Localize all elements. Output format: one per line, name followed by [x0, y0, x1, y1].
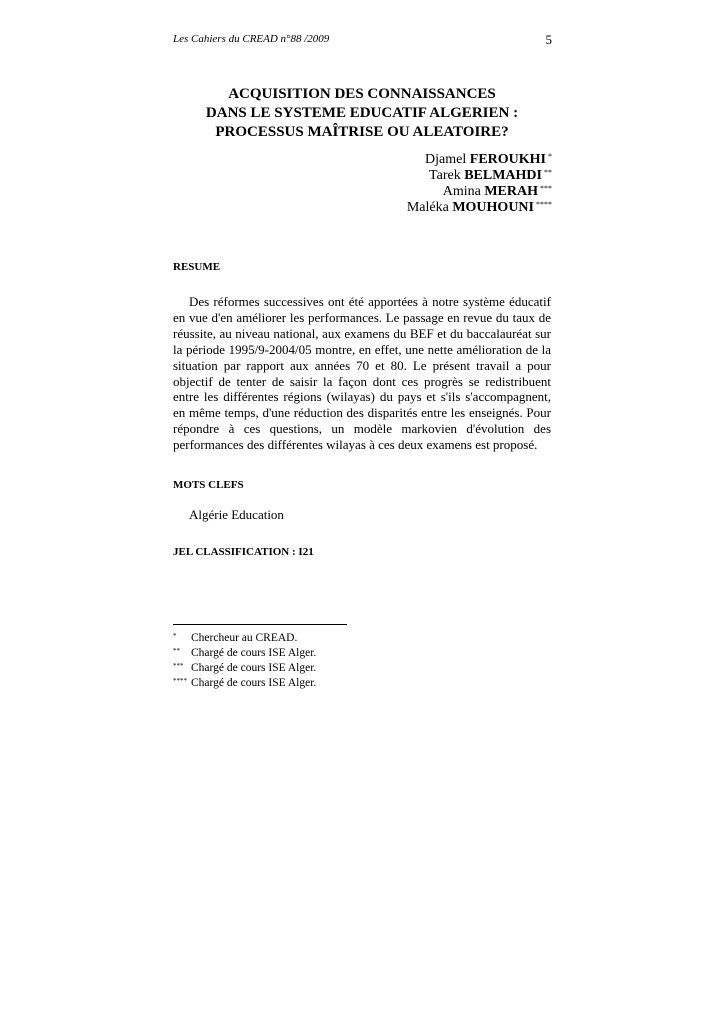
footnote-1 [173, 631, 316, 646]
author-2 [407, 168, 552, 184]
author-first-name: Amina [442, 184, 481, 199]
running-header-journal: Les Cahiers du CREAD n°88 /2009 [173, 33, 330, 45]
footnote-4 [173, 676, 316, 691]
footnote-mark: ** [173, 647, 180, 655]
author-last-name: MOUHOUNI [452, 200, 534, 215]
keywords-text: Algérie Education [189, 507, 284, 522]
author-first-name: Djamel [425, 152, 467, 167]
author-last-name: FEROUKHI [469, 152, 546, 167]
footnote-mark: * [173, 632, 177, 640]
title-line-2: DANS LE SYSTEME EDUCATIF ALGERIEN : [205, 105, 519, 121]
footnote-mark: *** [173, 662, 184, 670]
resume-heading: RESUME [173, 261, 221, 273]
footnote-text: Chargé de cours ISE Alger. [191, 677, 317, 689]
page-number: 5 [545, 32, 552, 47]
author-first-name: Maléka [406, 200, 449, 215]
footnote-2 [173, 646, 316, 661]
footnote-text: Chargé de cours ISE Alger. [191, 662, 317, 674]
resume-paragraph: Des réformes successives ont été apportées à notre système éducatif en vue d'en améliorer les performances. Le passage en revue du taux de réussite, au niveau national, aux examens du BEF et du baccalauréat sur la période 1995/9-2004/05 montre, en effet, une nette amélioration de la situation par rapport aux années 70 et 80. Le présent travail a pour objectif de tenter de saisir la façon dont ces progrès se redistribuent entre les différentes régions (wilayas) du pays et s'ils s'accompagnent, en même temps, d'une réduction des disparités entre les enseignés. Pour répondre à ces questions, un modèle markovien d'évolution des performances des différentes wilayas à ces deux examens est proposé. [173, 294, 551, 453]
footnote-mark: **** [173, 677, 187, 685]
author-footnote-mark: **** [536, 200, 552, 209]
author-1 [407, 152, 552, 168]
keywords-heading: MOTS CLEFS [173, 479, 244, 491]
author-footnote-mark: *** [540, 184, 552, 193]
title-line-3: PROCESSUS MAÎTRISE OU ALEATOIRE? [215, 124, 509, 140]
title-line-1: ACQUISITION DES CONNAISSANCES [228, 86, 496, 102]
article-title [173, 85, 551, 142]
jel-classification: JEL CLASSIFICATION : I21 [173, 546, 314, 558]
author-last-name: BELMAHDI [464, 168, 542, 183]
author-footnote-mark: ** [544, 168, 552, 177]
footnote-text: Chargé de cours ISE Alger. [191, 647, 317, 659]
footnote-separator [173, 624, 347, 625]
author-list [407, 152, 552, 216]
author-last-name: MERAH [484, 184, 538, 199]
author-4 [407, 200, 552, 216]
author-footnote-mark: * [548, 152, 552, 161]
footnote-3 [173, 661, 316, 676]
footnote-text: Chercheur au CREAD. [191, 632, 298, 644]
author-3 [407, 184, 552, 200]
author-first-name: Tarek [429, 168, 461, 183]
footnotes [173, 631, 316, 691]
